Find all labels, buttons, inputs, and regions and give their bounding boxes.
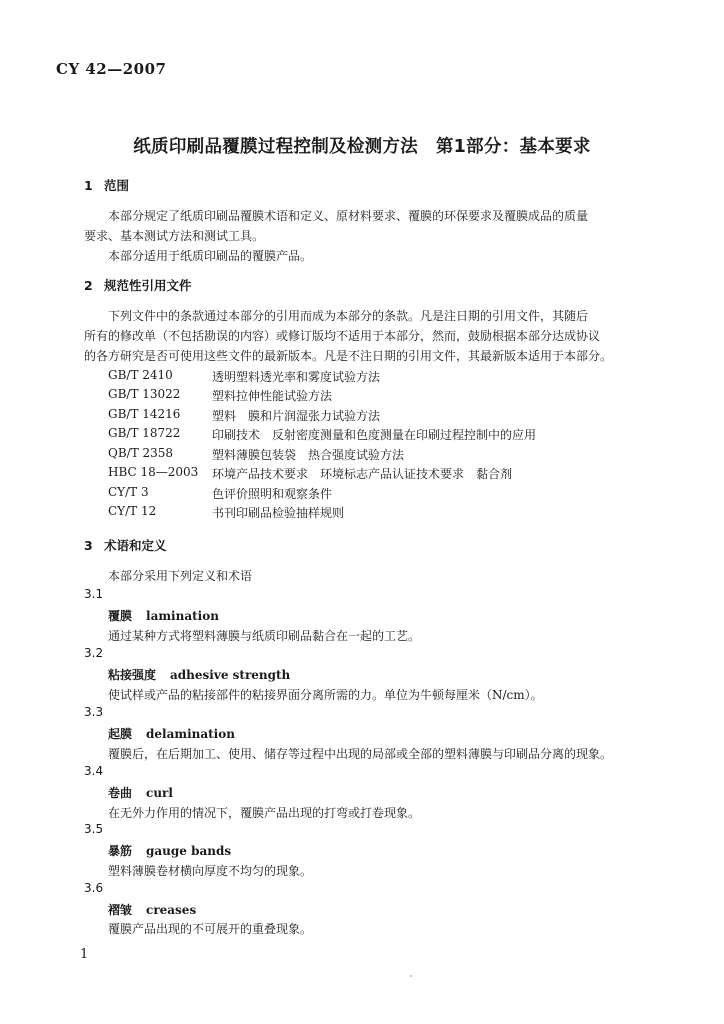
section-2-heading (84, 276, 192, 294)
section-3-intro: 本部分采用下列定义和术语 (108, 569, 253, 583)
ref-code: CY/T 12 (108, 504, 157, 518)
section-1-heading (84, 176, 129, 194)
ref-title: 环境产品技术要求 环境标志产品认证技术要求 黏合剂 (212, 467, 513, 481)
term-definition: 在无外力作用的情况下，覆膜产品出现的打弯或打卷现象。 (108, 806, 421, 820)
section-1-para1-line2: 要求、基本测试方法和测试工具。 (84, 229, 265, 243)
term-heading (108, 725, 235, 742)
ref-title: 塑料拉伸性能试验方法 (212, 389, 333, 403)
section-3-number: 3 (84, 538, 93, 553)
section-1-title: 范围 (104, 178, 130, 193)
term-en: curl (146, 786, 173, 800)
term-heading (108, 784, 173, 801)
section-3-title: 术语和定义 (104, 538, 167, 553)
term-en: creases (146, 903, 197, 917)
section-2-para-line2: 所有的修改单（不包括勘误的内容）或修订版均不适用于本部分，然而，鼓励根据本部分达成协议 (84, 329, 601, 343)
term-en: adhesive strength (170, 668, 291, 682)
term-number: 3.3 (84, 705, 104, 719)
term-number: 3.5 (84, 822, 104, 836)
document-title: 纸质印刷品覆膜过程控制及检测方法 第1部分：基本要求 (133, 137, 591, 157)
ref-code: HBC 18—2003 (108, 465, 199, 479)
section-2-para-line1: 下列文件中的条款通过本部分的引用而成为本部分的条款。凡是注日期的引用文件，其随后 (108, 309, 589, 323)
standard-code-header: CY 42—2007 (56, 60, 167, 78)
term-number: 3.2 (84, 646, 104, 660)
section-1-number: 1 (84, 178, 93, 193)
ref-code: CY/T 3 (108, 485, 149, 499)
term-definition: 通过某种方式将塑料薄膜与纸质印刷品黏合在一起的工艺。 (108, 629, 421, 643)
term-zh: 起膜 (108, 727, 133, 741)
term-zh: 粘接强度 (108, 668, 157, 682)
ref-title: 塑料 膜和片润湿张力试验方法 (212, 409, 381, 423)
term-en: delamination (146, 727, 235, 741)
term-zh: 褶皱 (108, 903, 133, 917)
ref-code: GB/T 14216 (108, 407, 181, 421)
term-heading (108, 901, 196, 918)
term-heading (108, 842, 231, 859)
ref-title: 书刊印刷品检验抽样规则 (212, 506, 345, 520)
term-en: gauge bands (146, 844, 232, 858)
ref-title: 印刷技术 反射密度测量和色度测量在印刷过程控制中的应用 (212, 428, 537, 442)
term-definition: 使试样或产品的粘接部件的粘接界面分离所需的力。单位为牛顿每厘米（N/cm）。 (108, 688, 543, 702)
section-1-para2: 本部分适用于纸质印刷品的覆膜产品。 (108, 249, 313, 263)
term-heading (108, 607, 219, 624)
term-en: lamination (146, 609, 219, 623)
term-number: 3.4 (84, 764, 104, 778)
ref-title: 透明塑料透光率和雾度试验方法 (212, 370, 381, 384)
term-heading (108, 666, 290, 683)
ref-title: 色评价照明和观察条件 (212, 487, 333, 501)
section-2-title: 规范性引用文件 (104, 278, 192, 293)
term-definition: 覆膜后，在后期加工、使用、储存等过程中出现的局部或全部的塑料薄膜与印刷品分离的现象。 (108, 747, 613, 761)
section-2-number: 2 (84, 278, 93, 293)
section-1-para1-line1: 本部分规定了纸质印刷品覆膜术语和定义、原材料要求、覆膜的环保要求及覆膜成品的质量 (108, 209, 589, 223)
term-zh: 暴筋 (108, 844, 133, 858)
section-2-para-line3: 的各方研究是否可使用这些文件的最新版本。凡是不注日期的引用文件，其最新版本适用于本部分。 (84, 349, 613, 363)
scan-speck (410, 975, 412, 977)
ref-code: GB/T 2410 (108, 368, 173, 382)
term-definition: 覆膜产品出现的不可展开的重叠现象。 (108, 922, 313, 936)
term-zh: 卷曲 (108, 786, 133, 800)
term-zh: 覆膜 (108, 609, 133, 623)
term-number: 3.6 (84, 881, 104, 895)
ref-code: GB/T 13022 (108, 387, 181, 401)
ref-title: 塑料薄膜包装袋 热合强度试验方法 (212, 448, 405, 462)
ref-code: GB/T 18722 (108, 426, 181, 440)
page-number: 1 (80, 947, 89, 962)
term-number: 3.1 (84, 587, 104, 601)
ref-code: QB/T 2358 (108, 446, 174, 460)
section-3-heading (84, 536, 167, 554)
term-definition: 塑料薄膜卷材横向厚度不均匀的现象。 (108, 864, 313, 878)
